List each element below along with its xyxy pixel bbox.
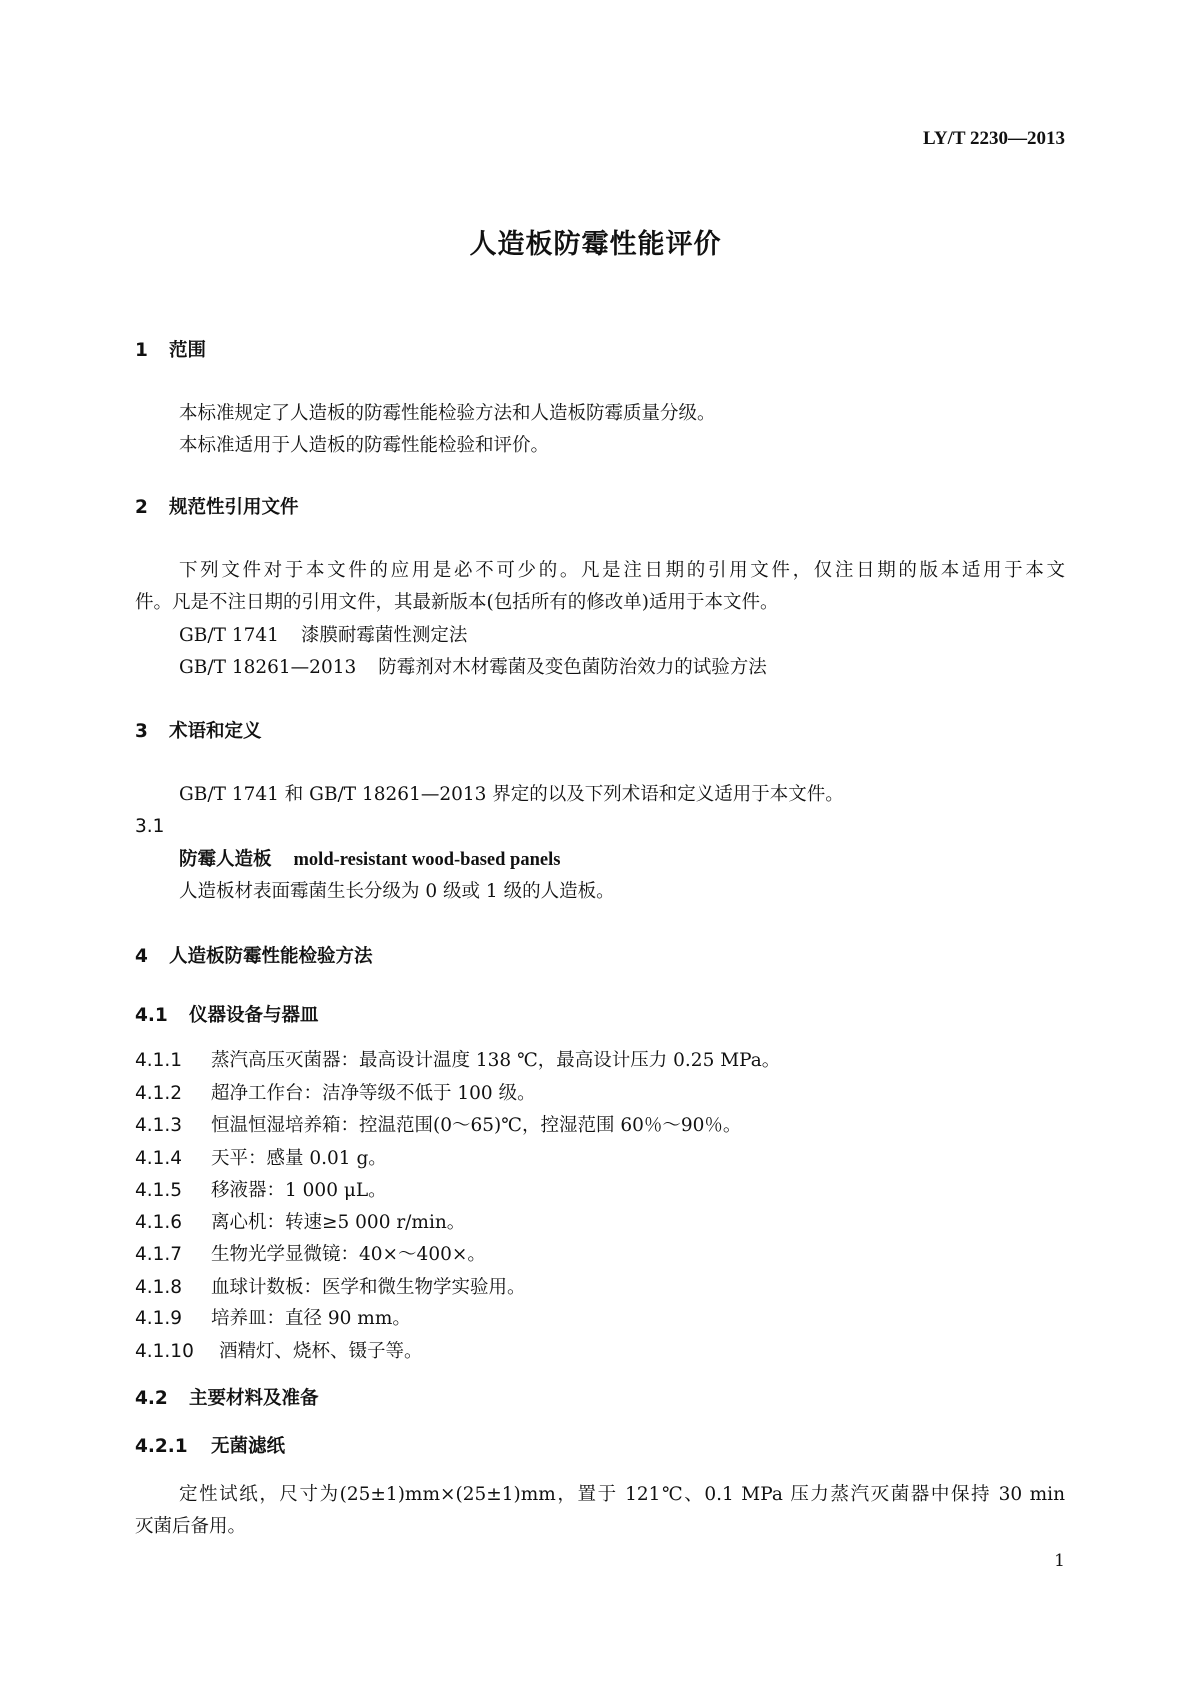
section-number: 4.2.1 <box>135 1436 188 1457</box>
subsection-4-1-heading <box>135 1005 319 1027</box>
term-chinese: 防霉人造板 <box>179 849 272 870</box>
item-text: 生物光学显微镜：40×～400×。 <box>211 1244 486 1265</box>
item-number: 4.1.5 <box>135 1180 183 1201</box>
section-title: 规范性引用文件 <box>169 497 299 518</box>
section-number: 3 <box>135 721 148 742</box>
reference-name: 漆膜耐霉菌性测定法 <box>300 625 468 646</box>
section-title: 术语和定义 <box>169 721 262 742</box>
section-4-heading <box>135 946 373 968</box>
section-title: 无菌滤纸 <box>211 1436 286 1457</box>
term-definition: 人造板材表面霉菌生长分级为 0 级或 1 级的人造板。 <box>179 881 615 902</box>
paragraph: GB/T 1741 和 GB/T 18261—2013 界定的以及下列术语和定义适用于本文件。 <box>179 784 844 805</box>
section-number: 2 <box>135 497 148 518</box>
item-number: 4.1.4 <box>135 1148 183 1169</box>
reference-code: GB/T 1741 <box>179 625 279 646</box>
equipment-item <box>135 1050 780 1072</box>
section-number: 4.1 <box>135 1005 168 1026</box>
section-title: 仪器设备与器皿 <box>189 1005 319 1026</box>
item-text: 移液器：1 000 μL。 <box>211 1180 387 1201</box>
paragraph: 本标准适用于人造板的防霉性能检验和评价。 <box>179 435 550 456</box>
paragraph: 本标准规定了人造板的防霉性能检验方法和人造板防霉质量分级。 <box>179 403 716 424</box>
reference-code: GB/T 18261—2013 <box>179 657 357 678</box>
reference-item <box>179 625 467 647</box>
paragraph-line: 定性试纸，尺寸为(25±1)mm×(25±1)mm，置于 121℃、0.1 MPa 压力蒸汽灭菌器中保持 30 min <box>179 1484 1065 1505</box>
paragraph-line: 灭菌后备用。 <box>135 1516 247 1537</box>
term-number: 3.1 <box>135 816 165 837</box>
equipment-item <box>135 1083 536 1105</box>
item-number: 4.1.2 <box>135 1083 183 1104</box>
subsection-4-2-1-heading <box>135 1436 285 1458</box>
term-english: mold-resistant wood-based panels <box>293 850 561 870</box>
page-title: 人造板防霉性能评价 <box>469 229 722 260</box>
equipment-item <box>135 1244 486 1266</box>
equipment-item <box>135 1308 411 1330</box>
item-number: 4.1.6 <box>135 1212 183 1233</box>
item-text: 恒温恒湿培养箱：控温范围(0～65)℃，控湿范围 60％～90％。 <box>211 1115 742 1136</box>
item-number: 4.1.9 <box>135 1308 183 1329</box>
item-number: 4.1.10 <box>135 1341 194 1362</box>
equipment-item <box>135 1212 465 1234</box>
item-text: 血球计数板：医学和微生物学实验用。 <box>211 1277 526 1298</box>
section-title: 主要材料及准备 <box>189 1388 319 1409</box>
document-number: LY/T 2230—2013 <box>922 128 1065 149</box>
item-number: 4.1.3 <box>135 1115 183 1136</box>
item-number: 4.1.1 <box>135 1050 183 1071</box>
item-text: 天平：感量 0.01 g。 <box>211 1148 387 1169</box>
item-number: 4.1.7 <box>135 1244 183 1265</box>
equipment-item <box>135 1180 387 1202</box>
item-text: 超净工作台：洁净等级不低于 100 级。 <box>211 1083 536 1104</box>
section-title: 范围 <box>169 340 207 361</box>
term-heading <box>179 849 560 871</box>
section-title: 人造板防霉性能检验方法 <box>169 946 373 967</box>
reference-name: 防霉剂对木材霉菌及变色菌防治效力的试验方法 <box>378 657 767 678</box>
equipment-item <box>135 1148 387 1170</box>
item-text: 离心机：转速≥5 000 r/min。 <box>211 1212 466 1233</box>
equipment-item <box>135 1115 741 1137</box>
section-number: 4 <box>135 946 148 967</box>
section-2-heading <box>135 497 299 519</box>
page-number: 1 <box>1054 1551 1065 1571</box>
item-text: 酒精灯、烧杯、镊子等。 <box>219 1341 423 1362</box>
section-number: 4.2 <box>135 1388 168 1409</box>
section-3-heading <box>135 721 262 743</box>
item-text: 蒸汽高压灭菌器：最高设计温度 138 ℃，最高设计压力 0.25 MPa。 <box>211 1050 781 1071</box>
paragraph-line: 下列文件对于本文件的应用是必不可少的。凡是注日期的引用文件，仅注日期的版本适用于本文 <box>179 560 1065 581</box>
reference-item <box>179 657 767 679</box>
section-number: 1 <box>135 340 148 361</box>
equipment-item <box>135 1341 423 1363</box>
subsection-4-2-heading <box>135 1388 319 1410</box>
equipment-item <box>135 1277 526 1299</box>
item-number: 4.1.8 <box>135 1277 183 1298</box>
item-text: 培养皿：直径 90 mm。 <box>211 1308 411 1329</box>
paragraph-line: 件。凡是不注日期的引用文件，其最新版本(包括所有的修改单)适用于本文件。 <box>135 592 779 613</box>
section-1-heading <box>135 340 206 362</box>
